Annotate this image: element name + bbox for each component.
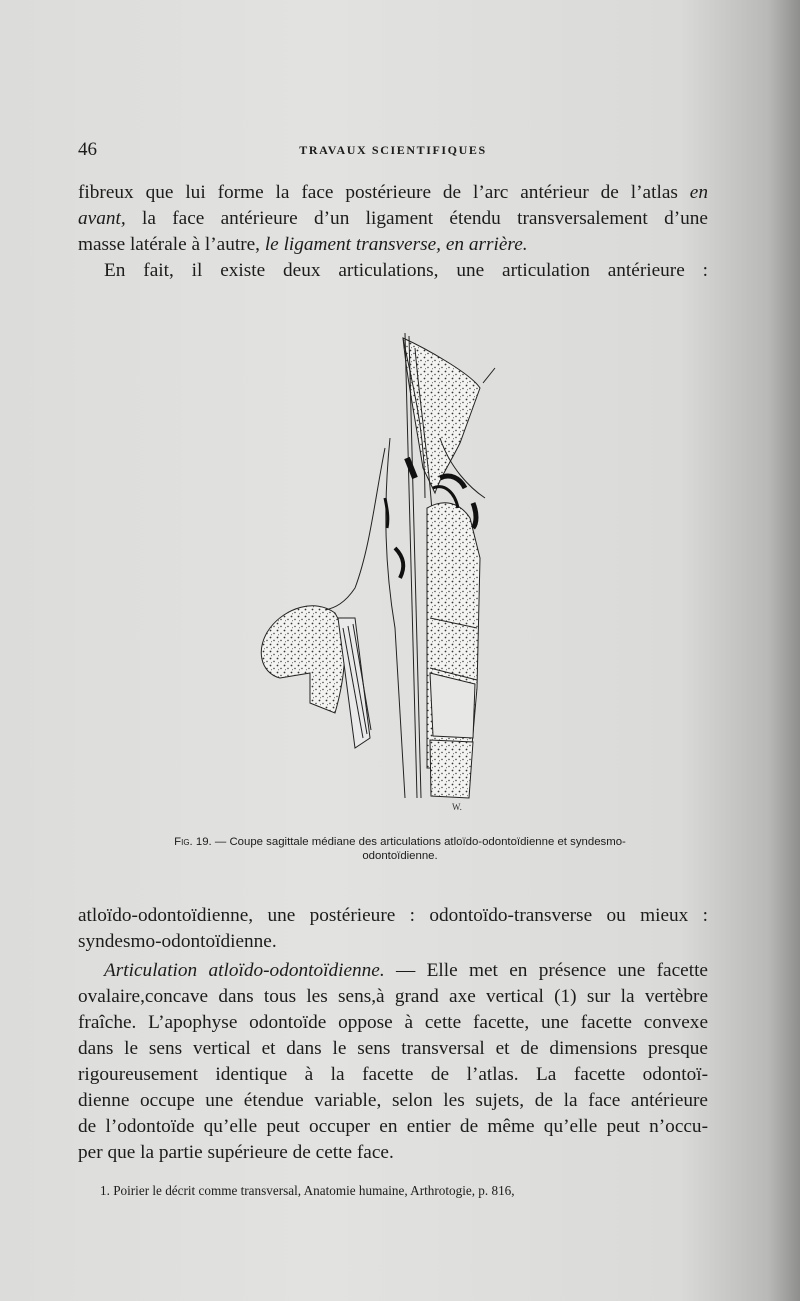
text-span: En fait, il existe deux articulations, une articulation antérieure : <box>104 260 708 281</box>
text-line: dans le sens vertical et dans le sens transversal et de dimensions presque <box>78 1038 708 1059</box>
text-span: — Elle met en présence une facette <box>396 960 708 981</box>
anatomical-figure <box>255 328 505 818</box>
figure-caption <box>100 835 700 863</box>
caption-line: odontoïdienne. <box>362 850 438 862</box>
text-line <box>78 258 708 284</box>
caption-text: — Coupe sagittale médiane des articulations atloïdo-odontoïdienne et syndesmo- <box>214 836 626 848</box>
intro-paragraph <box>78 180 708 284</box>
text-line: dienne occupe une étendue variable, selon les sujets, de la face antérieure <box>78 1090 708 1111</box>
figure-label: Fig. 19. <box>174 836 212 848</box>
text-line <box>78 206 708 232</box>
text-span: masse latérale à l’autre, <box>78 234 260 255</box>
italic-span: avant, <box>78 208 126 229</box>
text-line: rigoureusement identique à la facette de l’atlas. La facette odontoï- <box>78 1064 708 1085</box>
text-line: atloïdo-odontoïdienne, une postérieure : odontoïdo-transverse ou mieux : <box>78 905 708 926</box>
text-line: fraîche. L’apophyse odontoïde oppose à cette facette, une facette convexe <box>78 1012 708 1033</box>
caption-line <box>100 835 700 849</box>
text-line <box>78 180 708 206</box>
italic-span: le ligament transverse, en arrière. <box>264 234 528 255</box>
section-heading: Articulation atloïdo-odontoïdienne. <box>104 960 385 981</box>
running-head: TRAVAUX SCIENTIFIQUES <box>299 143 487 157</box>
italic-span: en <box>689 182 708 203</box>
text-span: fibreux que lui forme la face postérieure de l’arc antérieur de l’atlas <box>78 182 678 203</box>
text-line: ovalaire,concave dans tous les sens,à grand axe vertical (1) sur la vertèbre <box>78 986 708 1007</box>
text-span: la face antérieure d’un ligament étendu transversalement d’une <box>141 208 708 229</box>
text-line: syndesmo-odontoïdienne. <box>78 931 277 952</box>
text-line: per que la partie supérieure de cette face. <box>78 1142 394 1163</box>
text-line: de l’odontoïde qu’elle peut occuper en entier de même qu’elle peut n’occu- <box>78 1116 708 1137</box>
text-line <box>78 958 708 984</box>
footnote: 1. Poirier le décrit comme transversal, Anatomie humaine, Arthrotogie, p. 816, <box>100 1183 515 1198</box>
continuation-paragraph <box>78 903 708 955</box>
text-line <box>78 232 708 258</box>
page-number: 46 <box>78 139 97 160</box>
figure-signature: W. <box>452 802 462 812</box>
page-header <box>78 139 708 163</box>
article-paragraph <box>78 958 708 1166</box>
